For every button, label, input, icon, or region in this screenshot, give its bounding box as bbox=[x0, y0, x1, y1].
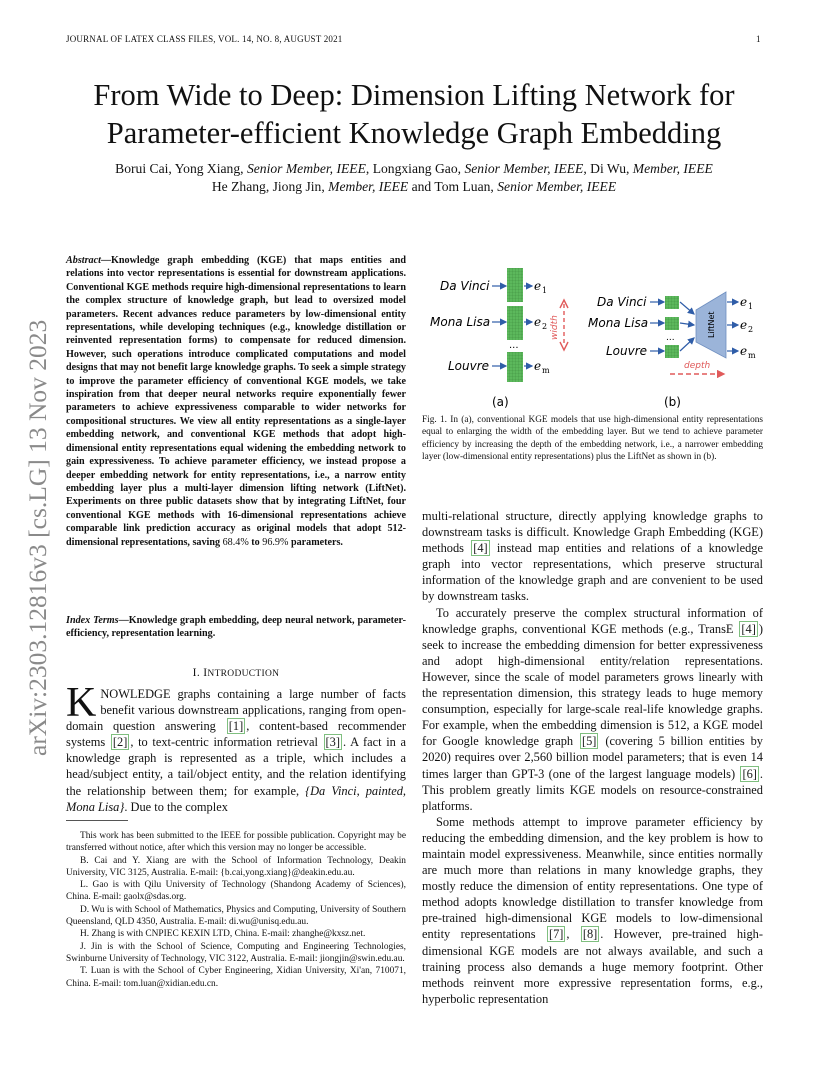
author-list bbox=[40, 160, 788, 196]
author-role: Member, IEEE bbox=[328, 179, 409, 194]
output-e: e bbox=[740, 295, 748, 309]
figure-caption: Fig. 1. In (a), conventional KGE models that use high-dimensional entity representations equal to enlarging the width of the embedding layer. But we tend to achieve parameter efficiency by increasing the depth of the embedding network, i.e., a narrower embedding layer (low-dimensional entity representations) plus the LiftNet as shown in (b). bbox=[422, 415, 763, 463]
text-run: instead map entities and relations of a knowledge graph into vector representations, which preserve structural information of the knowledge graph and are convenient to be used by downstream tasks. bbox=[422, 541, 763, 604]
author-names: , Di Wu, bbox=[583, 161, 630, 176]
panel-a bbox=[430, 268, 568, 409]
running-header: JOURNAL OF LATEX CLASS FILES, VOL. 14, NO. 8, AUGUST 2021 bbox=[66, 34, 343, 44]
output-e: e bbox=[740, 344, 748, 358]
footnote: D. Wu is with School of Mathematics, Physics and Computing, University of Southern Queensland, QLD 4350, Australia. E-mail: di.wu@unisq.edu.au. bbox=[66, 904, 406, 928]
embedding-vector bbox=[665, 317, 679, 330]
abstract-text: parameters. bbox=[290, 536, 343, 548]
author-names: and Tom Luan, bbox=[411, 179, 494, 194]
example-triple: {Da Vinci, painted, Mona Lisa} bbox=[66, 783, 407, 814]
figure-1 bbox=[422, 262, 763, 412]
output-label bbox=[534, 359, 550, 375]
paragraph bbox=[422, 508, 763, 605]
page-number: 1 bbox=[756, 34, 761, 44]
panel-label: (a) bbox=[492, 395, 509, 409]
text-run: Some methods attempt to improve parameter efficiency by reducing the embedding dimension, and the key problem is how to maintain model expressiveness. Meanwhile, since entities normally are much more than relations in many knowledge graphs, they mostly reduce the dimension of entity representations. One type of method adopts knowledge distillation to transfer knowledge from pre-trained high-dimensional KGE models to low-dimensional entity representations bbox=[422, 814, 763, 942]
section-name-rest: NTRODUCTION bbox=[207, 669, 280, 679]
output-e: e bbox=[534, 279, 542, 293]
abstract-text: —Knowledge graph embedding (KGE) that maps entities and relations into vector representations is essential for downstream applications. Conventional KGE methods require high-dimensional representations to learn the complex structure of knowledge graph, but lead to oversized model parameters. Recent advances reduce parameters by low-dimensional entity representations, while developing techniques (e.g., knowledge distillation or reinvented representation forms) to compensate for reduced dimension. However, such operations introduce complicated computations and model designs that may not benefit large knowledge graphs. To seek a simple strategy to improve the parameter efficiency of conventional KGE models, we take inspiration from that deeper neural networks require exponentially fewer parameters to achieve expressiveness comparable to wider networks for compositional structures. We view all entity representations as a single-layer embedding network, and conventional KGE methods that adopt high-dimensional entity representations equal widening the embedding network to gain expressiveness. To achieve parameter efficiency, we instead propose a deeper embedding network for entity representations, i.e., a narrow entity embedding layer plus a multi-layer dimension lifting network (LiftNet). Experiments on three public datasets show that by integrating LiftNet, four conventional KGE methods with 16-dimensional representations achieve comparable link prediction accuracy as original models that adopt 512-dimensional representations, saving bbox=[66, 255, 406, 548]
text-run: NOWLEDGE graphs containing a large number of facts benefit various downstream applications, ranging from open-domain question answering bbox=[66, 687, 406, 734]
citation-link[interactable]: [6] bbox=[742, 766, 757, 781]
footnotes bbox=[66, 830, 406, 990]
output-sub: 2 bbox=[748, 325, 754, 334]
footnote: T. Luan is with the School of Cyber Engineering, Xidian University, Xi'an, 710071, China. E-mail: tom.luan@xidian.edu.cn. bbox=[66, 966, 406, 989]
citation-link[interactable]: [4] bbox=[473, 541, 488, 556]
paragraph bbox=[66, 680, 407, 815]
ellipsis: ... bbox=[666, 333, 675, 343]
citation-link[interactable]: [5] bbox=[581, 734, 597, 749]
text-run: . A fact in a knowledge graph is represented as a triple, which includes a head/subject entity, a tail/object entity, and the relation identifying the relationship between them; for example, bbox=[66, 735, 406, 798]
output-sub: 1 bbox=[748, 302, 754, 311]
footnote: B. Cai and Y. Xiang are with the School of Information Technology, Deakin University, VIC 3125, Australia. E-mail: {b.cai,yong.xiang}@deakin.edu.au. bbox=[66, 855, 406, 878]
liftnet-label: LiftNet bbox=[707, 311, 716, 338]
author-names: Borui Cai, Yong Xiang, bbox=[115, 161, 244, 176]
panel-label: (b) bbox=[664, 395, 681, 409]
output-e: e bbox=[534, 359, 542, 373]
paragraph bbox=[422, 605, 763, 814]
depth-label: depth bbox=[684, 361, 711, 371]
index-terms-text: —Knowledge graph embedding, deep neural network, parameter-efficiency, representation learning. bbox=[66, 615, 406, 640]
title-line-1: From Wide to Deep: Dimension Lifting Network for bbox=[93, 78, 735, 112]
output-sub: 2 bbox=[542, 322, 548, 331]
output-label bbox=[534, 315, 547, 331]
output-sub: m bbox=[748, 351, 756, 360]
footnote: This work has been submitted to the IEEE for possible publication. Copyright may be transferred without notice, after which this version may no longer be accessible. bbox=[66, 831, 406, 854]
paragraph: Some methods attempt to improve parameter efficiency by reducing the embedding dimension, and the key problem is how to maintain model expressiveness. Meanwhile, since entities normally are much more than relations in many knowledge graphs, they mostly reduce the dimension of entity representations. One type of method adopts knowledge distillation to transfer knowledge from pre-trained high-dimensional KGE models to low-dimensional entity representations [7] , [8] . However, pre-trained high-dimensional KGE models are not always available, and such a training process also demands a huge memory footprint. Other methods reinvent more expressive representation forms, e.g., hyperbolic representation bbox=[422, 814, 763, 1006]
citation-link[interactable]: [1] bbox=[228, 719, 244, 734]
section-number: I. bbox=[192, 666, 201, 679]
entity-label: Da Vinci bbox=[597, 295, 647, 309]
citation-link[interactable]: [7] bbox=[548, 927, 564, 942]
output-e: e bbox=[534, 315, 542, 329]
panel-b bbox=[588, 292, 756, 409]
footnote: H. Zhang is with CNPIEC KEXIN LTD, China. E-mail: zhanghe@kxsz.net. bbox=[80, 929, 366, 940]
embedding-vector bbox=[507, 268, 523, 302]
figure-1-svg bbox=[422, 262, 763, 412]
text-run: . However, pre-trained high-dimensional KGE models are not always available, and such a training process also demands a huge memory footprint. Other methods reinvent more expressive representation forms, e.g., hyperbolic representation bbox=[422, 927, 763, 1006]
paper-title bbox=[40, 76, 788, 152]
author-names: , Longxiang Gao, bbox=[365, 161, 462, 176]
author-names: He Zhang, Jiong Jin, bbox=[211, 179, 325, 194]
author-role: Member, IEEE bbox=[632, 161, 713, 176]
arxiv-stamp-svg bbox=[24, 278, 54, 758]
output-label bbox=[534, 279, 547, 295]
author-role: Senior Member, IEEE bbox=[464, 161, 584, 176]
citation-link[interactable]: [3] bbox=[325, 735, 340, 750]
citation-link[interactable]: [4] bbox=[741, 621, 756, 636]
entity-label: Mona Lisa bbox=[430, 315, 491, 329]
text-run: (covering 5 billion entities by 2020) requires over 2,560 billion model parameters; that is even 14 times larger than GPT-3 (one of the largest language models) bbox=[422, 734, 763, 781]
arxiv-stamp bbox=[24, 278, 54, 758]
section-name-cap: I bbox=[203, 666, 208, 679]
author-line-2 bbox=[40, 178, 788, 196]
author-role: Senior Member, IEEE bbox=[497, 179, 617, 194]
author-role: Senior Member, IEEE bbox=[246, 161, 366, 176]
text-run: multi-relational structure, directly applying knowledge graphs to downstream tasks is difficult. Knowledge Graph Embedding (KGE) methods bbox=[422, 509, 763, 556]
abstract-percent: 96.9% bbox=[262, 536, 289, 548]
text-run: . This problem greatly limits KGE models on resource-constrained platforms. bbox=[422, 766, 763, 813]
text-run: To accurately preserve the complex structural information of knowledge graphs, conventional KGE methods (e.g., TransE bbox=[422, 605, 763, 636]
embedding-vector bbox=[665, 296, 679, 309]
footnote-rule bbox=[66, 820, 128, 821]
entity-label: Da Vinci bbox=[440, 279, 490, 293]
embedding-vector bbox=[507, 306, 523, 340]
output-label bbox=[740, 295, 753, 311]
author-line-1 bbox=[40, 160, 788, 178]
section-heading bbox=[66, 666, 406, 679]
title-line-2: Parameter-efficient Knowledge Graph Embedding bbox=[106, 116, 722, 150]
intro-left-column bbox=[66, 680, 407, 815]
abstract-label: Abstract bbox=[66, 255, 101, 266]
drop-cap: K bbox=[66, 680, 97, 726]
width-label: width bbox=[550, 315, 560, 340]
index-terms bbox=[66, 614, 406, 641]
footnote: J. Jin is with the School of Science, Computing and Engineering Technologies, Swinburne University of Technology, VIC 3122, Australia. E-mail: jiongjin@swin.edu.au. bbox=[66, 941, 406, 964]
output-label bbox=[740, 344, 756, 360]
output-sub: m bbox=[542, 366, 550, 375]
text-run: , to text-centric information retrieval bbox=[130, 735, 318, 750]
entity-label: Louvre bbox=[448, 359, 490, 373]
abstract-text: to bbox=[251, 536, 260, 548]
output-sub: 1 bbox=[542, 286, 548, 295]
citation-link[interactable]: [8] bbox=[582, 927, 598, 942]
citation-link[interactable]: [2] bbox=[112, 735, 128, 750]
abstract-percent: 68.4% bbox=[222, 536, 249, 548]
embedding-vector bbox=[665, 345, 679, 358]
ellipsis: ... bbox=[509, 340, 519, 351]
entity-label: Mona Lisa bbox=[588, 316, 649, 330]
output-label bbox=[740, 318, 753, 334]
footnote: L. Gao is with Qilu University of Technology (Shandong Academy of Sciences), China. E-mail: gaolx@sdas.org. bbox=[66, 880, 406, 903]
abstract bbox=[66, 254, 406, 549]
index-terms-label: Index Terms bbox=[66, 615, 119, 626]
arxiv-stamp-text: arXiv:2303.12816v3 [cs.LG] 13 Nov 2023 bbox=[24, 319, 52, 756]
embedding-vector bbox=[507, 352, 523, 382]
intro-right-column bbox=[422, 508, 763, 1007]
entity-label: Louvre bbox=[606, 344, 648, 358]
text-run: . Due to the complex bbox=[124, 799, 228, 814]
text-run: , content-based recommender systems bbox=[66, 719, 406, 750]
output-e: e bbox=[740, 318, 748, 332]
text-run: ) seek to increase the embedding dimension for better expressiveness and adopt high-dimensional entity/relation representations. However, since the scale of model parameters grows linearly with the representation dimension, this strategy leads to huge memory consumption, especially for large-scale real-life knowledge graphs. For example, when the embedding dimension is 512, a KGE model for Google knowledge graph bbox=[422, 621, 763, 749]
